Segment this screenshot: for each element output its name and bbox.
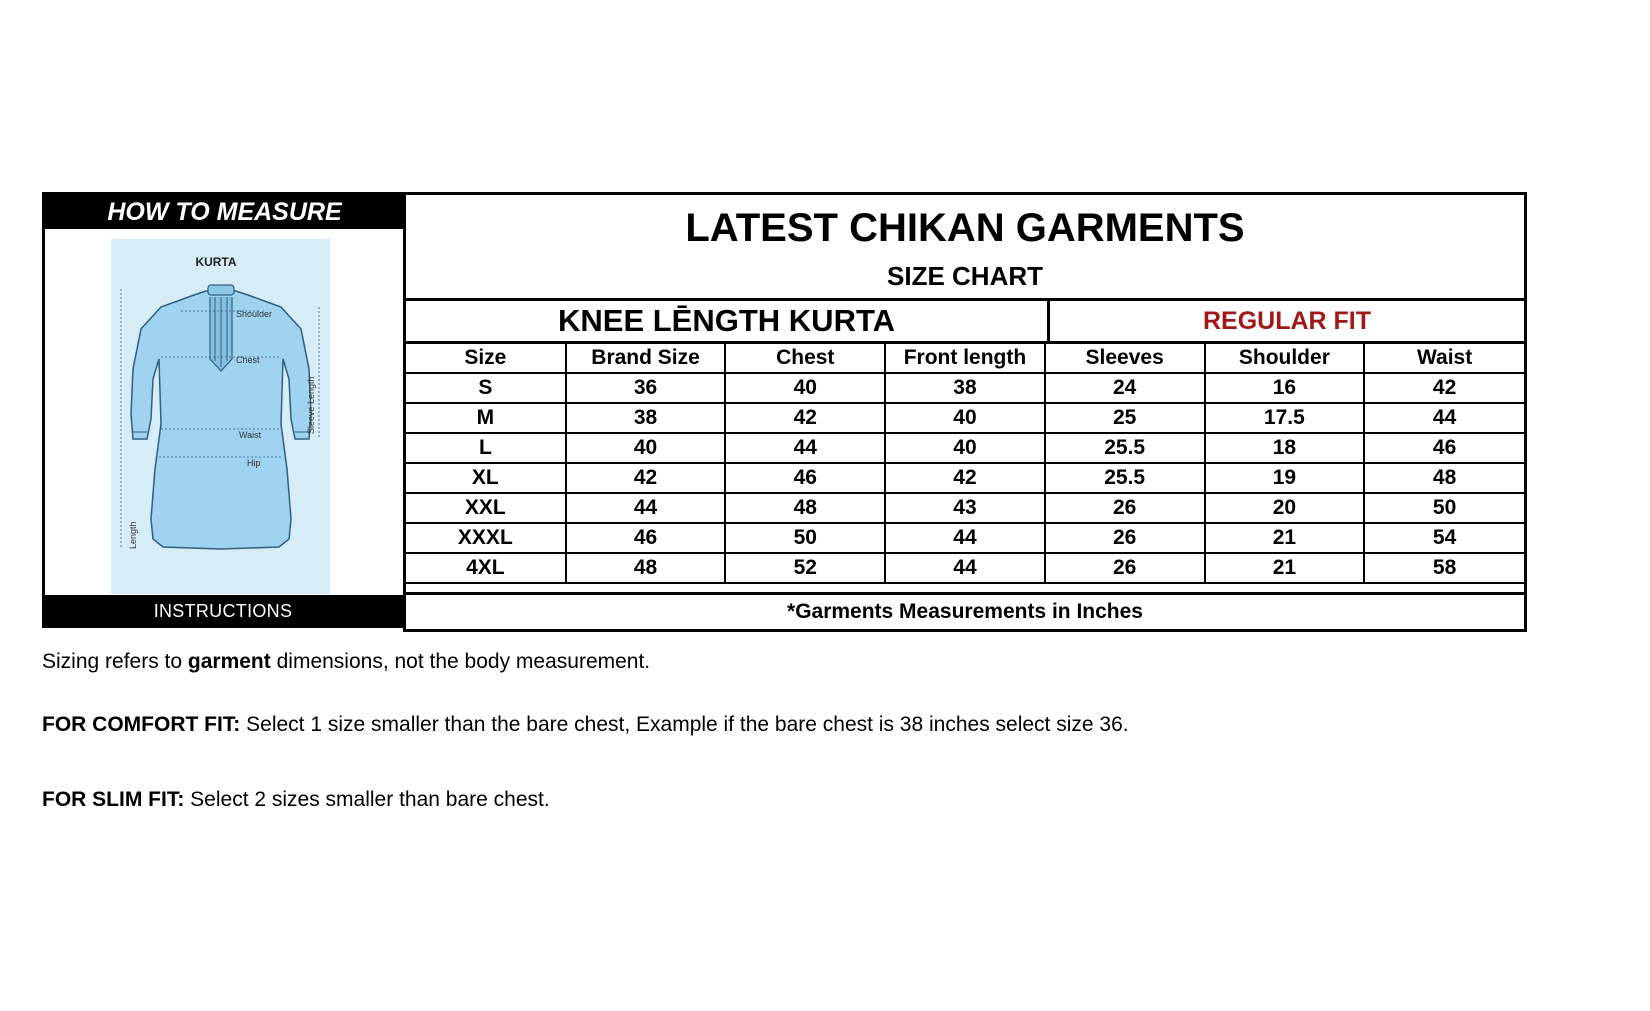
table-cell: 44	[566, 493, 726, 523]
table-cell: 44	[725, 433, 885, 463]
sizing-note-text: dimensions, not the body measurement.	[270, 650, 651, 673]
column-header: Size	[406, 344, 566, 373]
instructions-label: INSTRUCTIONS	[42, 595, 404, 628]
slim-fit-text: Select 2 sizes smaller than bare chest.	[184, 788, 550, 811]
table-row	[406, 493, 1524, 523]
table-header-row	[406, 344, 1524, 373]
table-cell: 44	[1364, 403, 1524, 433]
comfort-fit-label: FOR COMFORT FIT:	[42, 713, 241, 736]
sizing-note-bold: garment	[187, 650, 271, 673]
column-header: Shoulder	[1205, 344, 1365, 373]
measurement-note: *Garments Measurements in Inches	[787, 600, 1143, 623]
table-cell: 25	[1045, 403, 1205, 433]
table-cell: 46	[1364, 433, 1524, 463]
table-cell: 42	[1364, 373, 1524, 403]
how-to-measure-panel	[42, 192, 404, 628]
table-cell: 20	[1205, 493, 1365, 523]
chart-subtitle: SIZE CHART	[887, 261, 1043, 291]
table-cell: 48	[566, 553, 726, 583]
table-cell: 16	[1205, 373, 1365, 403]
how-to-measure-header: HOW TO MEASURE	[45, 195, 404, 229]
column-header: Sleeves	[1045, 344, 1205, 373]
table-cell: 50	[1364, 493, 1524, 523]
comfort-fit-instruction	[42, 712, 1129, 738]
comfort-fit-text: Select 1 size smaller than the bare chest, Example if the bare chest is 38 inches select size 36.	[240, 713, 1129, 736]
table-cell: 46	[725, 463, 885, 493]
column-header: Chest	[725, 344, 885, 373]
product-type: KNEE LĒNGTH KURTA	[558, 303, 895, 338]
table-cell: 26	[1045, 493, 1205, 523]
table-cell: 25.5	[1045, 463, 1205, 493]
table-cell: 36	[566, 373, 726, 403]
table-cell: 42	[566, 463, 726, 493]
table-cell: 26	[1045, 523, 1205, 553]
table-row	[406, 553, 1524, 583]
table-cell: 24	[1045, 373, 1205, 403]
table-cell: L	[406, 433, 566, 463]
table-cell: 42	[725, 403, 885, 433]
table-cell: 44	[885, 553, 1045, 583]
table-row	[406, 523, 1524, 553]
diagram-sleeve-length-label: Sleeve Length	[306, 376, 316, 434]
table-cell: 48	[725, 493, 885, 523]
kurta-measure-diagram	[111, 239, 330, 594]
table-cell: 40	[885, 403, 1045, 433]
fit-label: REGULAR FIT	[1202, 307, 1372, 335]
table-cell: 44	[885, 523, 1045, 553]
table-cell: 21	[1205, 553, 1365, 583]
kurta-diagram-svg	[111, 239, 330, 594]
table-row	[406, 433, 1524, 463]
diagram-shoulder-label: Shoulder	[236, 309, 273, 319]
slim-fit-label: FOR SLIM FIT:	[42, 788, 185, 811]
diagram-chest-label: Chest	[236, 355, 260, 365]
diagram-title: KURTA	[195, 255, 237, 269]
table-cell: 50	[725, 523, 885, 553]
column-header: Brand Size	[566, 344, 726, 373]
table-cell: 40	[566, 433, 726, 463]
table-cell: M	[406, 403, 566, 433]
diagram-hip-label: Hip	[247, 458, 261, 468]
chart-title: LATEST CHIKAN GARMENTS	[685, 206, 1245, 250]
table-cell: 43	[885, 493, 1045, 523]
size-table	[406, 344, 1524, 584]
table-cell: 52	[725, 553, 885, 583]
size-chart	[403, 192, 1527, 632]
slim-fit-instruction	[42, 787, 550, 813]
diagram-waist-label: Waist	[239, 430, 262, 440]
diagram-length-label: Length	[128, 521, 138, 549]
table-row	[406, 463, 1524, 493]
sizing-note-text: Sizing refers to	[42, 650, 188, 673]
column-header: Waist	[1364, 344, 1524, 373]
table-cell: 21	[1205, 523, 1365, 553]
table-cell: 26	[1045, 553, 1205, 583]
sizing-note	[42, 649, 650, 675]
table-row	[406, 373, 1524, 403]
table-cell: XXL	[406, 493, 566, 523]
table-cell: 38	[885, 373, 1045, 403]
table-cell: 17.5	[1205, 403, 1365, 433]
table-cell: 42	[885, 463, 1045, 493]
table-cell: 4XL	[406, 553, 566, 583]
table-cell: XL	[406, 463, 566, 493]
table-cell: 48	[1364, 463, 1524, 493]
table-cell: 58	[1364, 553, 1524, 583]
table-cell: XXXL	[406, 523, 566, 553]
table-cell: 38	[566, 403, 726, 433]
table-row	[406, 403, 1524, 433]
table-cell: 25.5	[1045, 433, 1205, 463]
table-cell: 54	[1364, 523, 1524, 553]
table-cell: 18	[1205, 433, 1365, 463]
table-cell: 46	[566, 523, 726, 553]
table-cell: 19	[1205, 463, 1365, 493]
table-cell: 40	[885, 433, 1045, 463]
table-cell: S	[406, 373, 566, 403]
table-cell: 40	[725, 373, 885, 403]
column-header: Front length	[885, 344, 1045, 373]
